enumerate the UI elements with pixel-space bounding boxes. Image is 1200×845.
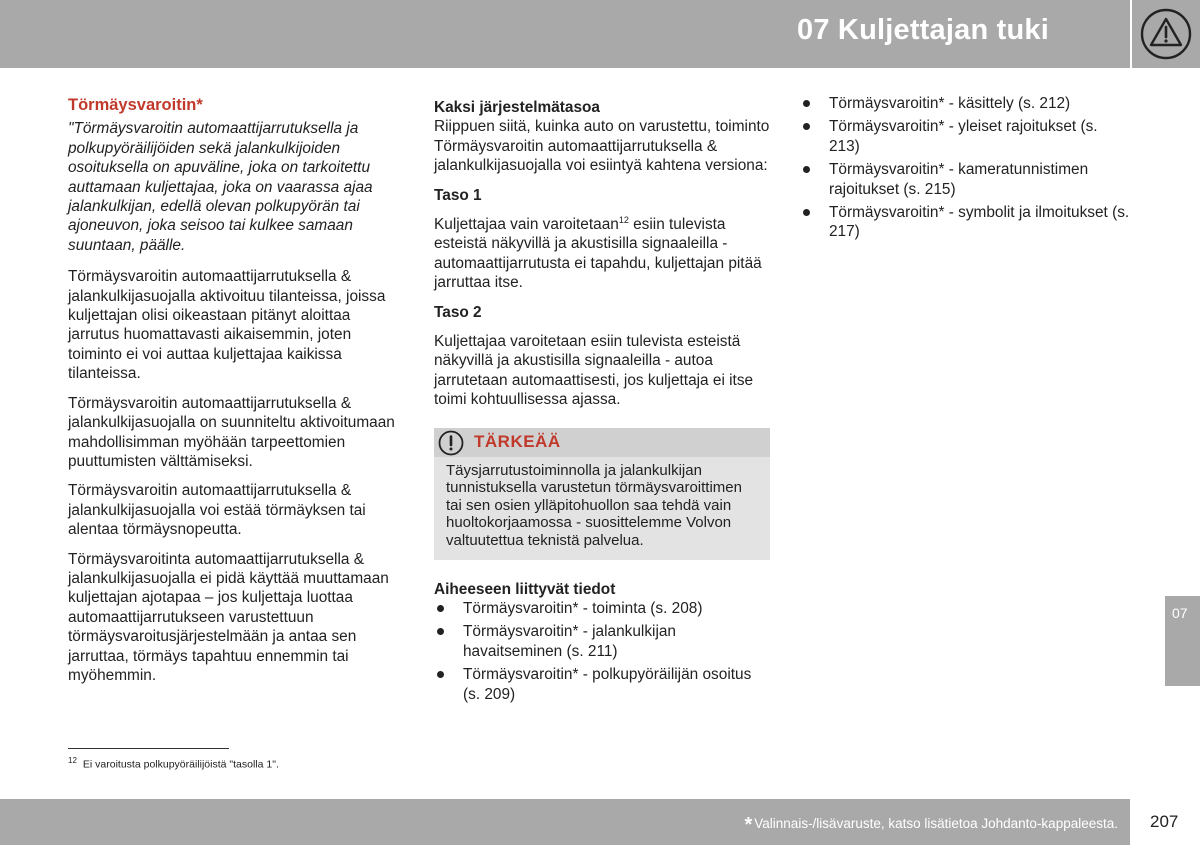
level-1-heading: Taso 1: [434, 186, 482, 204]
level-2-heading: Taso 2: [434, 303, 482, 321]
section-heading: Kaksi järjestelmätasoa: [434, 99, 600, 116]
paragraph: Törmäysvaroitin automaattijarrutuksella & jalankulkijasuojalla aktivoituu tilanteissa, joissa kuljettajan olisi oikeastaan pitänyt aloittaa jarrutus huomattavasti aikaisemmin, joten toiminto ei voi auttaa kuljettajaa kaikissa tilanteissa.: [68, 268, 386, 383]
important-notice-box: [434, 428, 770, 560]
chapter-side-tab[interactable]: [1165, 596, 1200, 686]
chapter-side-tab-label: 07: [1172, 605, 1188, 621]
asterisk-icon: *: [744, 814, 753, 836]
chapter-icon-box: [1132, 0, 1200, 68]
related-link[interactable]: Törmäysvaroitin* - jalankulkijan havaitseminen (s. 211): [434, 622, 770, 661]
related-link[interactable]: Törmäysvaroitin* - polkupyöräilijän osoitus (s. 209): [434, 665, 770, 704]
footer-note-text: Valinnais-/lisävaruste, katso lisätietoa Johdanto-kappaleesta.: [754, 816, 1118, 831]
column-left: [68, 94, 404, 695]
page-number: 207: [1150, 812, 1179, 831]
footnote-divider: [68, 748, 229, 749]
paragraph: Törmäysvaroitinta automaattijarrutuksella & jalankulkijasuojalla ei pidä käyttää muuttamaan kuljettajan ajotapaa – jos kuljettaja luottaa automaattijarrutukseen varustettuun törmäysvaroitusjärjestelmään ja antaa sen jarruttaa, törmäys tapahtuu ennemmin tai myöhemmin.: [68, 550, 389, 684]
paragraph: Törmäysvaroitin automaattijarrutuksella & jalankulkijasuojalla voi estää törmäyksen tai alentaa törmäysnopeutta.: [68, 482, 366, 539]
footnote-reference[interactable]: 12: [618, 214, 629, 225]
level-1-text: Kuljettajaa vain varoitetaan$^{12}$ esiin tulevista esteistä näkyvillä ja akustisilla signaaleilla - automaattijarrutusta ei tapahdu, kuljettajan pitää jarruttaa itse.: [434, 214, 762, 292]
intro-quote: "Törmäysvaroitin automaattijarrutuksella ja polkupyöräilijöiden sekä jalankulkijoiden osoituksella on apuväline, joka on tarkoitettu auttamaan kuljettajaa, joka on vaarassa ajaa jalankulkijan, edellä olevan polkupyörän tai ajoneuvon, joka seisoo tai kulkee samaan suuntaan, päälle.: [68, 120, 373, 254]
important-label: TÄRKEÄÄ: [474, 431, 561, 451]
column-right: [800, 94, 1130, 246]
related-link[interactable]: Törmäysvaroitin* - käsittely (s. 212): [800, 94, 1130, 113]
footer-bar: [0, 799, 1130, 845]
chapter-title: 07 Kuljettajan tuki: [797, 14, 1049, 46]
warning-triangle-icon: [1139, 7, 1193, 61]
important-notice-header: [434, 428, 770, 457]
paragraph: Törmäysvaroitin automaattijarrutuksella & jalankulkijasuojalla on suunniteltu aktivoitumaan mahdollisimman myöhään tarpeettomien puuttumisten välttämiseksi.: [68, 394, 395, 470]
footer-note: [744, 814, 1118, 837]
footnote-text: Ei varoitusta polkupyöräilijöistä "tasolla 1".: [82, 758, 279, 771]
related-link[interactable]: Törmäysvaroitin* - symbolit ja ilmoitukset (s. 217): [800, 203, 1130, 242]
related-links-list-continued: [800, 94, 1130, 242]
chapter-header-bar: [0, 0, 1130, 68]
level-2-text: Kuljettajaa varoitetaan esiin tulevista esteistä näkyvillä ja akustisilla signaaleilla - autoa jarrutetaan automaattisesti, jos kuljettaja ei itse toimi kohtuullisessa ajassa.: [434, 333, 754, 409]
related-link[interactable]: Törmäysvaroitin* - toiminta (s. 208): [434, 599, 770, 618]
related-link[interactable]: Törmäysvaroitin* - kameratunnistimen rajoitukset (s. 215): [800, 160, 1130, 199]
related-info-heading: Aiheeseen liittyvät tiedot: [434, 580, 616, 598]
important-text: Täysjarrutustoiminnolla ja jalankulkijan tunnistuksella varustetun törmäysvaroittimen tai sen osien ylläpitohuollon saa tehdä vain huoltokorjaamossa - suosittelemme Volvon valtuutettua teknistä palvelua.: [446, 461, 742, 550]
related-links-list: [434, 599, 770, 704]
footnote: [68, 756, 279, 771]
intro-paragraph: Riippuen siitä, kuinka auto on varustettu, toiminto Törmäysvaroitin automaattijarrutuksella & jalankulkijasuojalla voi esiintyä kahtena versiona:: [434, 118, 770, 175]
related-link[interactable]: Törmäysvaroitin* - yleiset rajoitukset (s. 213): [800, 117, 1130, 156]
exclamation-icon: [438, 430, 464, 456]
footnote-number: 12: [68, 756, 77, 765]
column-middle: [434, 94, 770, 708]
section-title: Törmäysvaroitin*: [68, 96, 203, 114]
